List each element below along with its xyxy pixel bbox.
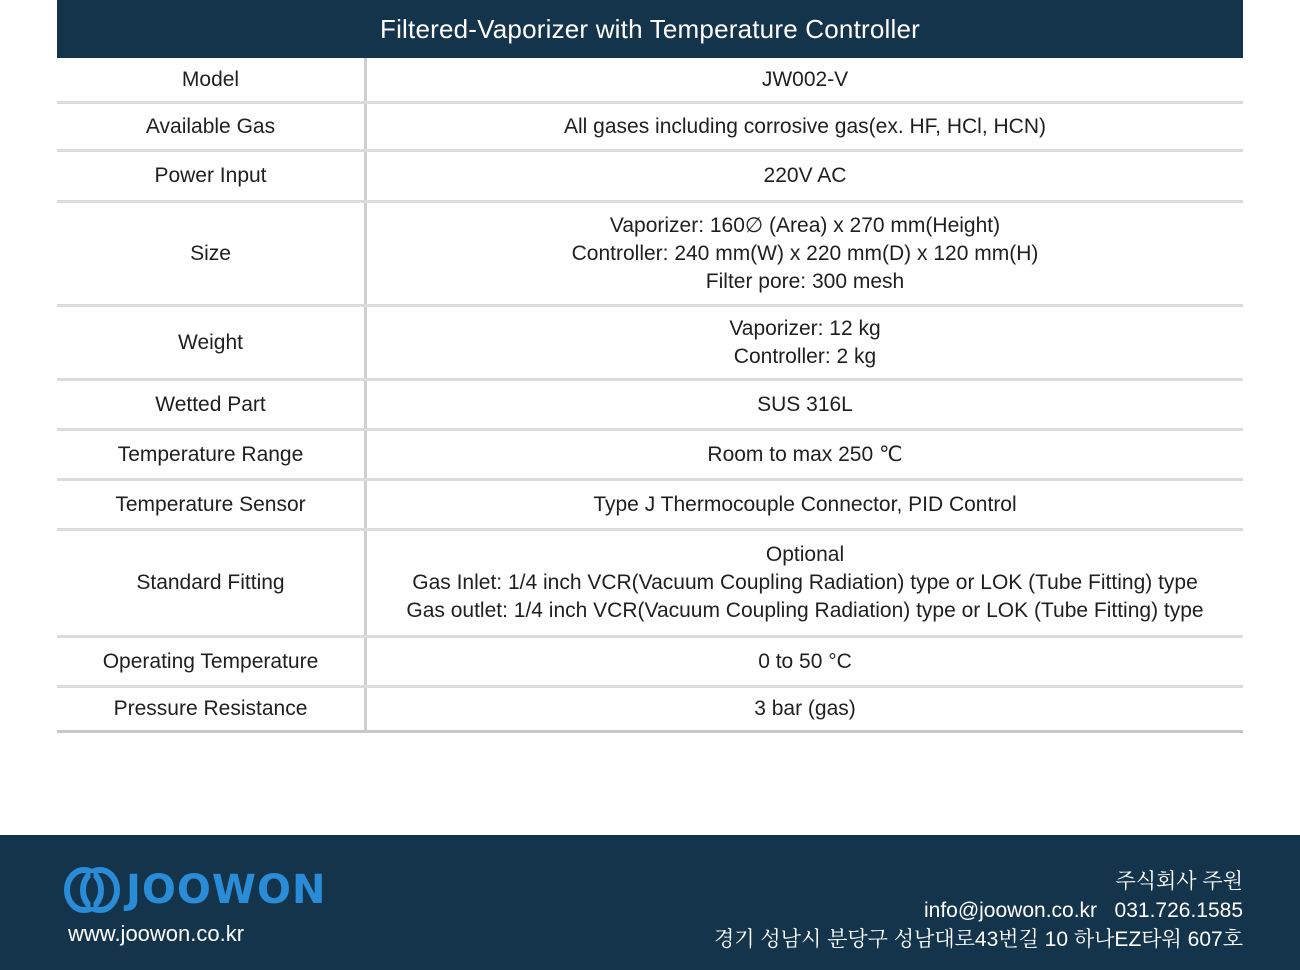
- table-row: [57, 152, 1243, 203]
- row-label: Operating Temperature: [57, 638, 367, 685]
- table-row: [57, 203, 1243, 307]
- row-label: Size: [57, 203, 367, 304]
- row-value: [367, 531, 1243, 635]
- value-line: Type J Thermocouple Connector, PID Control: [593, 492, 1017, 516]
- table-row: [57, 431, 1243, 481]
- row-value: [367, 381, 1243, 428]
- row-label: Standard Fitting: [57, 531, 367, 635]
- row-label: Weight: [57, 307, 367, 378]
- row-value: [367, 104, 1243, 149]
- value-line: Vaporizer: 160∅ (Area) x 270 mm(Height): [609, 213, 1001, 237]
- company-logo: [62, 865, 327, 915]
- row-label: Pressure Resistance: [57, 688, 367, 730]
- spec-table: [57, 0, 1243, 733]
- table-row: [57, 104, 1243, 152]
- value-line: 220V AC: [763, 164, 847, 187]
- row-label: Temperature Range: [57, 431, 367, 478]
- row-label: Available Gas: [57, 104, 367, 149]
- table-row: [57, 307, 1243, 381]
- value-line: Optional: [765, 543, 845, 566]
- row-label: Power Input: [57, 152, 367, 200]
- table-row: [57, 638, 1243, 688]
- value-line: Room to max 250 ℃: [707, 442, 903, 466]
- row-value: [367, 152, 1243, 200]
- row-label: Wetted Part: [57, 381, 367, 428]
- table-row: [57, 481, 1243, 531]
- row-value: [367, 58, 1243, 101]
- table-row: [57, 531, 1243, 638]
- value-line: Controller: 2 kg: [733, 344, 877, 368]
- row-value: [367, 203, 1243, 304]
- value-line: Controller: 240 mm(W) x 220 mm(D) x 120 mm(H): [571, 241, 1039, 265]
- contact-info: [714, 867, 1243, 954]
- row-value: [367, 638, 1243, 685]
- table-row: [57, 58, 1243, 104]
- value-line: Vaporizer: 12 kg: [729, 316, 881, 340]
- address: 경기 성남시 분당구 성남대로43번길 10 하나EZ타워 607호: [713, 928, 1243, 951]
- table-row: [57, 381, 1243, 431]
- contact-line: info@joowon.co.kr 031.726.1585: [923, 899, 1243, 922]
- value-line: Gas outlet: 1/4 inch VCR(Vacuum Coupling Radiation) type or LOK (Tube Fitting) type: [406, 599, 1204, 622]
- row-value: [367, 307, 1243, 378]
- website-link[interactable]: www.joowon.co.kr: [68, 921, 245, 946]
- company-name: 주식회사 주원: [1115, 870, 1243, 893]
- row-value: [367, 481, 1243, 528]
- table-title: Filtered-Vaporizer with Temperature Controller: [57, 0, 1243, 58]
- footer: [0, 835, 1300, 970]
- value-line: All gases including corrosive gas(ex. HF, HCl, HCN): [564, 114, 1046, 138]
- value-line: SUS 316L: [757, 392, 853, 416]
- value-line: JW002-V: [761, 67, 849, 91]
- table-row: [57, 688, 1243, 733]
- row-value: [367, 431, 1243, 478]
- row-value: [367, 688, 1243, 730]
- row-label: Model: [57, 58, 367, 101]
- logo-text: JOOWON: [126, 867, 327, 913]
- value-line: 3 bar (gas): [754, 697, 856, 720]
- value-line: 0 to 50 °C: [758, 649, 852, 673]
- joowon-logo-icon: [62, 865, 122, 915]
- value-line: Gas Inlet: 1/4 inch VCR(Vacuum Coupling Radiation) type or LOK (Tube Fitting) type: [412, 571, 1198, 594]
- value-line: Filter pore: 300 mesh: [705, 269, 905, 293]
- row-label: Temperature Sensor: [57, 481, 367, 528]
